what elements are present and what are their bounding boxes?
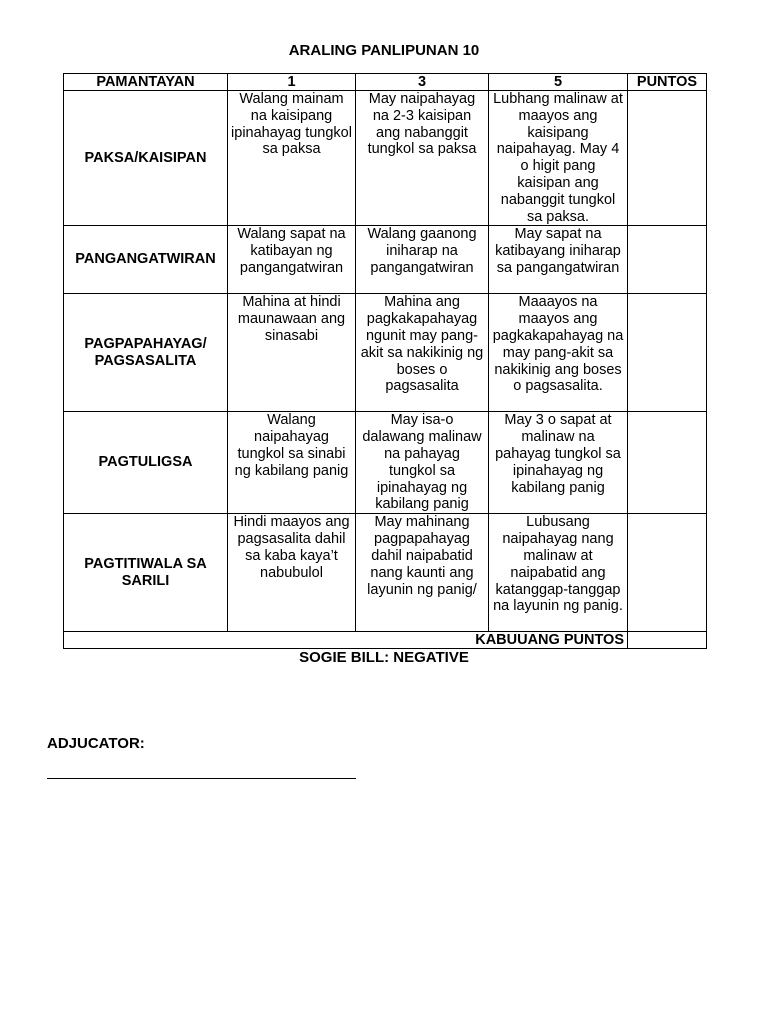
adjudicator-label: ADJUCATOR: [47, 735, 145, 752]
puntos-cell[interactable] [628, 226, 707, 294]
table-row [64, 412, 707, 514]
table-header-row [64, 74, 707, 91]
score-3-cell: Mahina ang pagkakapahayag ngunit may pang-akit sa nakikinig ng boses o pagsasalita [356, 294, 489, 412]
score-1-cell: Mahina at hindi maunawaan ang sinasabi [228, 294, 356, 412]
header-score-3: 3 [356, 74, 489, 91]
score-3-cell: May naipahayag na 2-3 kaisipan ang nabanggit tungkol sa paksa [356, 91, 489, 226]
total-label: KABUUANG PUNTOS [64, 632, 628, 649]
score-1-cell: Hindi maayos ang pagsasalita dahil sa kaba kaya’t nabubulol [228, 514, 356, 632]
header-score-5: 5 [489, 74, 628, 91]
signature-line[interactable] [47, 778, 356, 779]
score-5-cell: May sapat na katibayang iniharap sa pangangatwiran [489, 226, 628, 294]
header-pamantayan: PAMANTAYAN [64, 74, 228, 91]
total-puntos-cell[interactable] [628, 632, 707, 649]
score-5-cell: Lubhang malinaw at maayos ang kaisipang naipahayag. May 4 o higit pang kaisipan ang nabanggit tungkol sa paksa. [489, 91, 628, 226]
table-row [64, 294, 707, 412]
criterion-cell: PANGANGATWIRAN [64, 226, 228, 294]
criterion-cell: PAGTULIGSA [64, 412, 228, 514]
criterion-cell: PAKSA/KAISIPAN [64, 91, 228, 226]
score-3-cell: May mahinang pagpapahayag dahil naipabatid nang kaunti ang layunin ng panig/ [356, 514, 489, 632]
score-1-cell: Walang naipahayag tungkol sa sinabi ng kabilang panig [228, 412, 356, 514]
score-1-cell: Walang mainam na kaisipang ipinahayag tungkol sa paksa [228, 91, 356, 226]
header-puntos: PUNTOS [628, 74, 707, 91]
debate-topic: SOGIE BILL: NEGATIVE [299, 649, 469, 666]
score-5-cell: Maaayos na maayos ang pagkakapahayag na may pang-akit sa nakikinig ang boses o pagsasalita. [489, 294, 628, 412]
score-3-cell: Walang gaanong iniharap na pangangatwiran [356, 226, 489, 294]
score-1-cell: Walang sapat na katibayan ng pangangatwiran [228, 226, 356, 294]
criterion-cell: PAGPAPAHAYAG/ PAGSASALITA [64, 294, 228, 412]
score-5-cell: May 3 o sapat at malinaw na pahayag tungkol sa ipinahayag ng kabilang panig [489, 412, 628, 514]
puntos-cell[interactable] [628, 514, 707, 632]
table-row [64, 226, 707, 294]
table-row [64, 514, 707, 632]
score-5-cell: Lubusang naipahayag nang malinaw at naipabatid ang katanggap-tanggap na layunin ng panig. [489, 514, 628, 632]
rubric-table [63, 73, 707, 649]
puntos-cell[interactable] [628, 294, 707, 412]
document-title: ARALING PANLIPUNAN 10 [288, 42, 480, 59]
total-row [64, 632, 707, 649]
puntos-cell[interactable] [628, 91, 707, 226]
puntos-cell[interactable] [628, 412, 707, 514]
score-3-cell: May isa-o dalawang malinaw na pahayag tungkol sa ipinahayag ng kabilang panig [356, 412, 489, 514]
header-score-1: 1 [228, 74, 356, 91]
criterion-cell: PAGTITIWALA SA SARILI [64, 514, 228, 632]
table-row [64, 91, 707, 226]
